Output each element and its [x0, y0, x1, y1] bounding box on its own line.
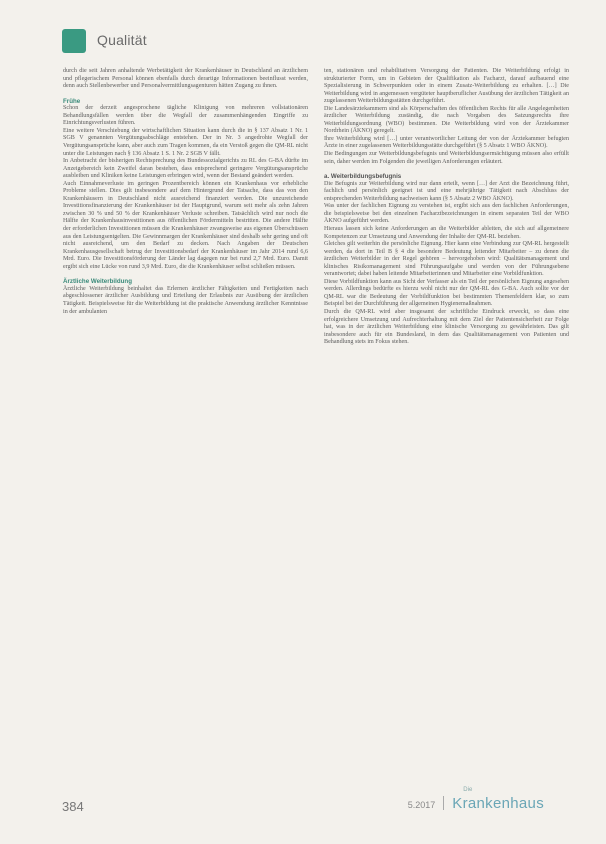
section-marker [62, 29, 86, 53]
paragraph: Schon der derzeit angesprochene tägliche Klinigung von mehreren vollstationären Behandlungsfällen werden über die Wegfall der zusammenhängenden Eingriffe zu Einrichtungsverlusten führen. [63, 105, 308, 127]
paragraph: durch die seit Jahren anhaltende Werbetätigkeit der Krankenhäuser in Deutschland an ärztlichem und pflegerischem Personal können ebenfalls durch derartige Informationen beeinflusst werden, denn auch Stellenbewerber und Personalvermittlungsagenturen hätten Zugang zu ihnen. [63, 68, 308, 90]
section-heading-befugnis: a. Weiterbildungsbefugnis [324, 173, 402, 181]
paragraph: ten, stationären und rehabilitativen Versorgung der Patienten. Die Weiterbildung erfolgt in strukturierter Form, um in Gebieten der Qualifikation als Facharzt, darauf aufbauend eine Spezialisierung in Schwerpunkten oder in einem Zusatz-Weiterbildung zu erhalten. […] Die Weiterbildung wird in angemessen vergüteter hauptberuflicher Ausübung der ärztlichen Tätigkeit an zugelassenen Weiterbildungsstätten durchgeführt. [324, 68, 569, 105]
logo-text: Krankenhaus [452, 795, 544, 812]
section-heading-fruehe: Frühe [63, 97, 81, 105]
paragraph: Eine weitere Verschiebung der wirtschaftlichen Situation kann durch die in § 137 Absatz 1 Nr. 1 SGB V genannten Vergütungsabschläge entstehen. Der in Nr. 3 angedrohte Wegfall der Vergütungsansprüche kann, aber auch zum Tragen kommen, da ein Verstoß gegen die QM-RL nicht unter die Leistungen nach § 136 Absatz 1 S. 1 Nr. 2 SGB V fällt. [63, 127, 308, 157]
left-column [63, 68, 308, 316]
page-number: 384 [62, 799, 84, 814]
paragraph: Gleiches gilt weiterhin die persönliche Eignung. Hier kann eine Verbindung zur QM-RL hergestellt werden, da dort in Teil B § 4 die besondere Bedeutung leitender Mitarbeiter – zu denen die ärztlichen Weiterbilder in der Regel gehören – hervorgehoben wird: Qualitätsmanagement und klinisches Risikomanagement sind Führungsaufgabe und werden von der Führungsebene verantwortet; dabei haben leitende Mitarbeiterinnen und Mitarbeiter eine Vorbildfunktion. [324, 241, 569, 278]
logo-prefix: Die [463, 787, 473, 793]
footer-branding [407, 787, 544, 813]
paragraph: Durch die QM-RL wird aber insgesamt der schriftliche Eindruck erweckt, so dass eine erfolgreichere Umsetzung und Aufrechterhaltung mit dem Ziel der Patientensicherheit zur Folge hat, was in der ärztlichen Weiterbildung eine klinische Versorgung zu gewährleisten. Das gilt insbesondere auch für ein Bundesland, in dem das Qualitätsmanagement von Patienten und Behandlung stets im Fokus stehen. [324, 309, 569, 346]
paragraph: Ärztliche Weiterbildung beinhaltet das Erlernen ärztlicher Fähigkeiten und Fertigkeiten nach abgeschlossener ärztlicher Ausbildung und Erteilung der Erlaubnis zur Ausübung der ärztlichen Tätigkeit. Beispielsweise für die Weiterbildung ist die praktische Anwendung ärztlicher Kenntnisse in der ambulanten [63, 285, 308, 315]
section-heading-weiterbildung: Ärztliche Weiterbildung [63, 278, 132, 286]
footer-divider [443, 796, 444, 810]
paragraph: Was unter der fachlichen Eignung zu verstehen ist, ergibt sich aus den fachlichen Anforderungen, die beispielsweise bei den einzelnen Facharztbezeichnungen in einem separaten Teil der WBO ÄKNO aufgeführt werden. [324, 203, 569, 225]
paragraph: Die Befugnis zur Weiterbildung wird nur dann erteilt, wenn […] der Arzt die Bezeichnung führt, fachlich und persönlich geeignet ist und eine mehrjährige Tätigkeit nach Abschluss der entsprechenden Weiterbildung nachweisen kann (§ 5 Absatz 2 WBO ÄKNO). [324, 180, 569, 202]
paragraph: Die Landesärztekammern sind als Körperschaften des öffentlichen Rechts für alle Angelegenheiten ärztlicher Weiterbildung zuständig, die nach Vorgaben des Satzungsrechts ihre Weiterbildungsordnung (WBO) bestimmen. Die Weiterbildung wird von der Ärztekammer Nordrhein (ÄKNO) geregelt. [324, 105, 569, 135]
paragraph: In Anbetracht der bisherigen Rechtsprechung des Bundessozialgerichts zu RL des G-BA dürfte im Anzeigebereich kein Zweifel daran bestehen, dass entsprechend geringere Vergütungsansprüche ausbleiben und Kliniken keine Leistungen erbringen wird, wenn der Bestand geändert werden. [63, 158, 308, 180]
paragraph: Ihre Weiterbildung wird […] unter verantwortlicher Leitung der von der Ärztekammer befugten Ärzte in einer zugelassenen Weiterbildungsstätte durchgeführt (§ 5 Absatz 1 WBO ÄKNO). [324, 135, 569, 150]
right-column [324, 68, 569, 347]
paragraph: Auch Einnahmeverluste im geringen Prozentbereich können ein Krankenhaus vor erhebliche Probleme stellen. Dies gilt insbesondere auf dem Hintergrund der Tatsache, dass das von den Krankenhäusern in Deutschland nicht ausreichend finanziert werden. Die unzureichende Investitionsfinanzierung der Krankenhäuser ist der Hauptgrund, warum seit mehr als zehn Jahren zwischen 30 % und 50 % der Krankenhäuser Verluste schreiben. Tatsächlich wird nur noch die Hälfte der Krankenhausinvestitionen aus öffentlichen Fördermitteln bestritten. Die andere Hälfte der erforderlichen Investitionen müssen die Krankenhäuser zwangsweise aus eigenen Überschüssen aus den Leistungsentgelten. Die Gewinnmargen der Krankenhäuser sind deshalb sehr gering und oft nicht ausreichend, um den Bedarf zu decken. Nach Angaben der Deutschen Krankenhausgesellschaft betrug der Investitionsbedarf der Krankenhäuser im Jahr 2014 rund 6,6 Mrd. Euro. Die Investitionsförderung der Länder lag dagegen nur bei rund 2,7 Mrd. Euro. Damit ergibt sich eine Lücke von rund 3,9 Mrd. Euro, die die Krankenhäuser selbst schließen müssen. [63, 180, 308, 270]
section-title: Qualität [97, 32, 147, 48]
issue-number: 5.2017 [407, 800, 436, 810]
paragraph: Hieraus lassen sich keine Anforderungen an die Weiterbilder ableiten, die sich auf allgemeinere Kompetenzen zur Umsetzung und Anwendung der Inhalte der QM-RL beziehen. [324, 225, 569, 240]
paragraph: Die Bedingungen zur Weiterbildungsbefugnis und Weiterbildungsermächtigung müssen also erfüllt sein, daher werden im Folgenden die jeweiligen Anforderungen erläutert. [324, 151, 569, 165]
paragraph: Diese Vorbildfunktion kann aus Sicht der Verfasser als ein Teil der persönlichen Eignung angesehen werden. Allerdings bedürfte es hierzu wohl nicht nur der QM-RL des G-BA. Auch sollte vor der QM-RL war die Bedeutung der Vorbildfunktion bei bestimmten Themenfeldern klar, so zum Beispiel bei der Durchführung der allgemeinen Hygienemaßnahmen. [324, 278, 569, 308]
journal-logo [452, 787, 544, 813]
